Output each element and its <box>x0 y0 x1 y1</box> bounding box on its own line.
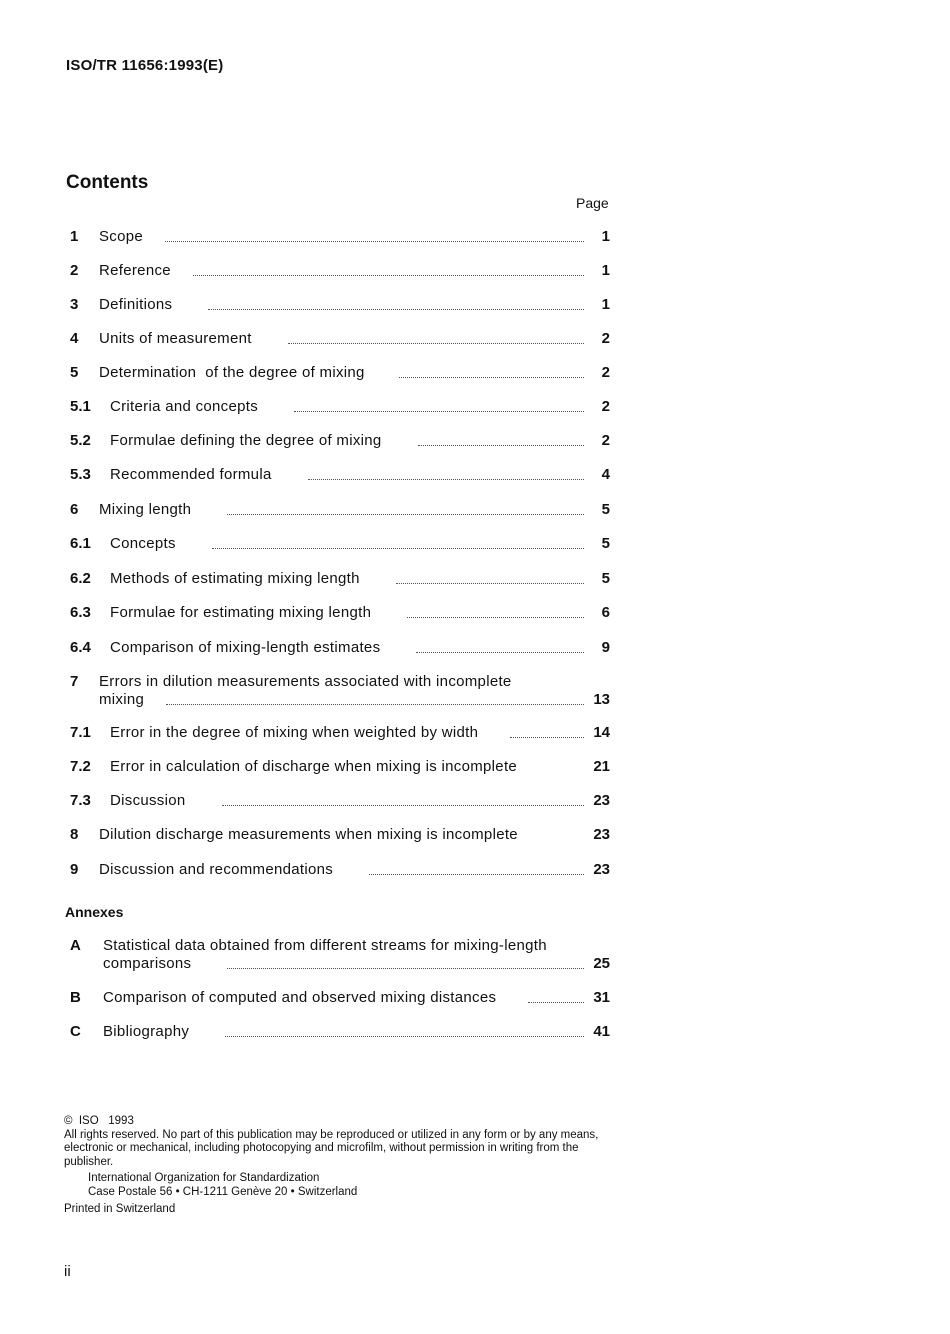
leader-dots <box>166 703 584 705</box>
contents-title: Contents <box>66 172 149 193</box>
toc-number: 7.3 <box>70 792 91 809</box>
toc-number: 5.3 <box>70 466 91 483</box>
leader-dots <box>418 444 584 446</box>
org-name: International Organization for Standardization <box>88 1172 320 1184</box>
toc-entry[interactable] <box>70 673 610 709</box>
toc-entry[interactable] <box>70 432 610 450</box>
toc-number: 6 <box>70 501 79 518</box>
leader-dots <box>193 274 584 276</box>
toc-number: 6.2 <box>70 570 91 587</box>
leader-dots <box>227 513 584 515</box>
annex-page: 41 <box>593 1023 610 1040</box>
toc-number: 2 <box>70 262 79 279</box>
toc-number: 7.1 <box>70 724 91 741</box>
toc-page: 5 <box>601 501 610 518</box>
annex-title-line2-row <box>103 955 610 973</box>
toc-title: Comparison of mixing-length estimates <box>110 639 381 656</box>
annex-entry[interactable] <box>70 989 610 1007</box>
toc-entry[interactable] <box>70 861 610 879</box>
toc-page: 1 <box>601 262 610 279</box>
toc-number: 7.2 <box>70 758 91 775</box>
leader-dots <box>294 410 584 412</box>
toc-number: 9 <box>70 861 79 878</box>
toc-title: Reference <box>99 262 171 279</box>
toc-page: 23 <box>593 826 610 843</box>
copyright-footer <box>64 1115 624 1217</box>
leader-dots <box>225 1035 584 1037</box>
toc-page: 2 <box>601 398 610 415</box>
toc-number: 6.4 <box>70 639 91 656</box>
toc-number: 6.1 <box>70 535 91 552</box>
annex-entry[interactable] <box>70 937 610 973</box>
rights-notice: All rights reserved. No part of this publication may be reproduced or utilized in any form or by any means, electronic or mechanical, including photocopying and microfilm, without permission in writing from the publisher. <box>64 1128 599 1168</box>
toc-title: Criteria and concepts <box>110 398 259 415</box>
leader-dots <box>222 804 584 806</box>
toc-title: Formulae defining the degree of mixing <box>110 432 382 449</box>
toc-number: 8 <box>70 826 79 843</box>
annex-entry[interactable] <box>70 1023 610 1041</box>
toc-entry[interactable] <box>70 535 610 553</box>
toc-title: Error in calculation of discharge when mixing is incomplete <box>110 758 518 775</box>
toc-title-wrap <box>99 673 610 709</box>
toc-entry[interactable] <box>70 330 610 348</box>
leader-dots <box>308 478 584 480</box>
leader-dots <box>212 547 584 549</box>
annex-letter: A <box>70 937 81 954</box>
toc-title: Methods of estimating mixing length <box>110 570 360 587</box>
toc-entry[interactable] <box>70 398 610 416</box>
annex-letter: C <box>70 1023 81 1040</box>
toc-page: 9 <box>601 639 610 656</box>
toc-number: 5 <box>70 364 79 381</box>
toc-page: 23 <box>593 861 610 878</box>
toc-entry[interactable] <box>70 724 610 742</box>
toc-page: 14 <box>593 724 610 741</box>
annexes-heading: Annexes <box>65 904 124 920</box>
toc-number: 7 <box>70 673 79 690</box>
toc-title: Discussion <box>110 792 186 809</box>
leader-dots <box>369 873 584 875</box>
annex-title-line2: comparisons <box>103 955 192 972</box>
toc-entry[interactable] <box>70 639 610 657</box>
org-address: Case Postale 56 • CH-1211 Genève 20 • Switzerland <box>88 1185 358 1198</box>
toc-page: 5 <box>601 570 610 587</box>
leader-dots <box>288 342 584 344</box>
toc-page: 2 <box>601 432 610 449</box>
toc-title: Concepts <box>110 535 176 552</box>
page-column-label: Page <box>576 195 609 211</box>
toc-number: 5.2 <box>70 432 91 449</box>
leader-dots <box>510 736 584 738</box>
toc-entry[interactable] <box>70 466 610 484</box>
toc-title-line2-row <box>99 691 610 709</box>
toc-title: Units of measurement <box>99 330 252 347</box>
leader-dots <box>399 376 584 378</box>
toc-entry[interactable] <box>70 364 610 382</box>
toc-entry[interactable] <box>70 228 610 246</box>
toc-title: Scope <box>99 228 144 245</box>
leader-dots <box>208 308 584 310</box>
annex-title-line1: Statistical data obtained from different streams for mixing-length <box>103 937 547 954</box>
toc-page: 21 <box>593 758 610 775</box>
toc-title: Mixing length <box>99 501 192 518</box>
printed-in: Printed in Switzerland <box>64 1203 176 1215</box>
toc-title-line2: mixing <box>99 691 145 708</box>
toc-title: Formulae for estimating mixing length <box>110 604 372 621</box>
leader-dots <box>396 582 584 584</box>
toc-page: 23 <box>593 792 610 809</box>
toc-number: 5.1 <box>70 398 91 415</box>
copyright-line: © ISO 1993 <box>64 1115 134 1127</box>
annex-title: Comparison of computed and observed mixing distances <box>103 989 497 1006</box>
toc-page: 6 <box>601 604 610 621</box>
toc-title-line1: Errors in dilution measurements associated with incomplete <box>99 673 512 690</box>
toc-number: 4 <box>70 330 79 347</box>
leader-dots <box>416 651 584 653</box>
annex-title-wrap <box>103 937 610 973</box>
leader-dots <box>528 1001 584 1003</box>
leader-dots <box>227 967 584 969</box>
toc-entry[interactable] <box>70 570 610 588</box>
toc-entry[interactable] <box>70 501 610 519</box>
toc-page: 5 <box>601 535 610 552</box>
toc-page: 2 <box>601 330 610 347</box>
toc-title: Dilution discharge measurements when mixing is incomplete <box>99 826 518 843</box>
toc-entry[interactable] <box>70 296 610 314</box>
toc-title: Discussion and recommendations <box>99 861 334 878</box>
toc-number: 3 <box>70 296 79 313</box>
toc-number: 1 <box>70 228 79 245</box>
annex-page: 25 <box>593 955 610 972</box>
page-number: ii <box>64 1263 71 1280</box>
toc-entry[interactable] <box>70 262 610 280</box>
document-id: ISO/TR 11656:1993(E) <box>66 57 224 74</box>
toc-entry[interactable] <box>70 792 610 810</box>
leader-dots <box>407 616 584 618</box>
toc-page: 1 <box>601 296 610 313</box>
toc-title: Recommended formula <box>110 466 272 483</box>
toc-page: 1 <box>601 228 610 245</box>
toc-entry[interactable] <box>70 826 610 844</box>
annex-title: Bibliography <box>103 1023 190 1040</box>
toc-title: Error in the degree of mixing when weighted by width <box>110 724 479 741</box>
toc-page: 4 <box>601 466 610 483</box>
toc-page: 2 <box>601 364 610 381</box>
annex-page: 31 <box>593 989 610 1006</box>
toc-title: Determination of the degree of mixing <box>99 364 365 381</box>
toc-number: 6.3 <box>70 604 91 621</box>
toc-title: Definitions <box>99 296 173 313</box>
annex-letter: B <box>70 989 81 1006</box>
leader-dots <box>165 240 584 242</box>
toc-entry[interactable] <box>70 758 610 776</box>
toc-entry[interactable] <box>70 604 610 622</box>
toc-page: 13 <box>593 691 610 708</box>
